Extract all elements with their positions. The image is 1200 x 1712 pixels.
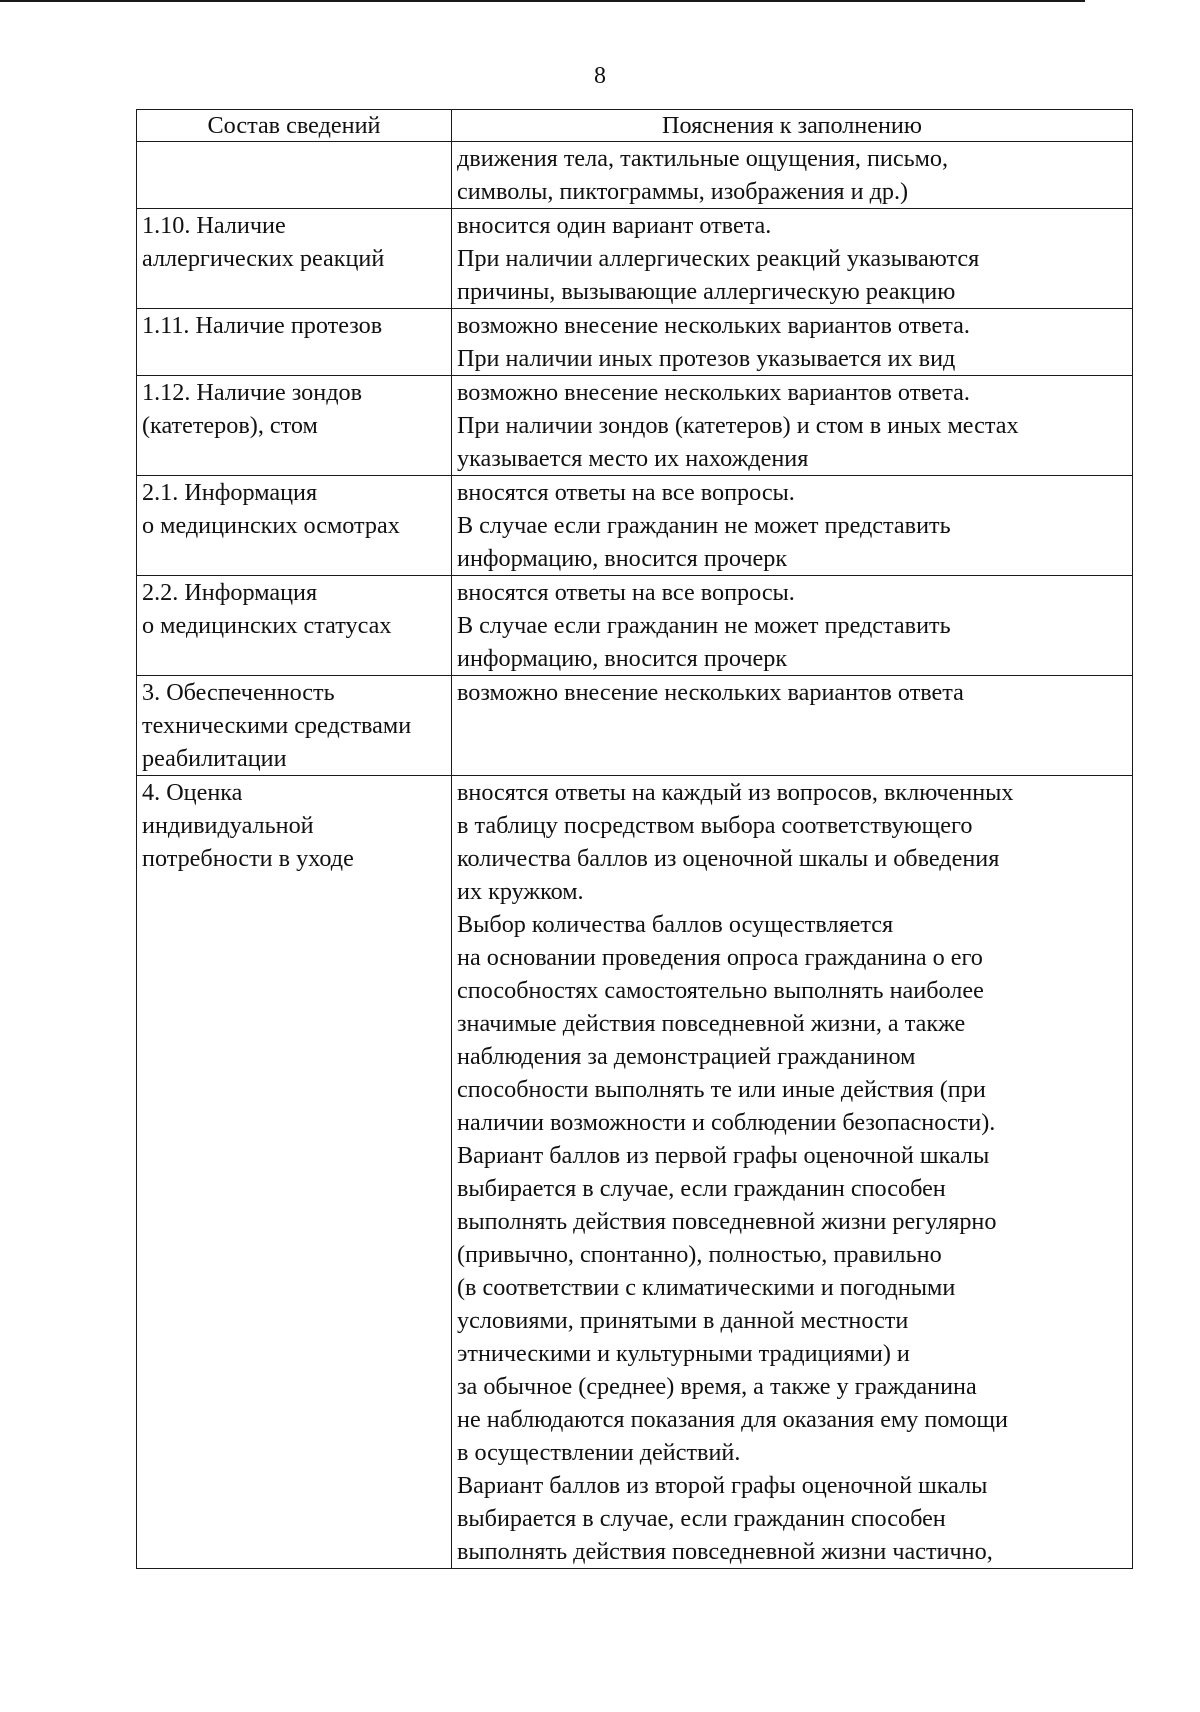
row-item: 2.1. Информация о медицинских осмотрах (137, 476, 452, 576)
instructions-table (136, 109, 1133, 1569)
table-row (137, 776, 1133, 1569)
row-item: 1.11. Наличие протезов (137, 309, 452, 376)
table-row (137, 576, 1133, 676)
row-item: 1.10. Наличие аллергических реакций (137, 209, 452, 309)
table-row (137, 676, 1133, 776)
table-row (137, 376, 1133, 476)
table-row (137, 476, 1133, 576)
row-item: 1.12. Наличие зондов (катетеров), стом (137, 376, 452, 476)
table-header-row (137, 110, 1133, 142)
row-item: 2.2. Информация о медицинских статусах (137, 576, 452, 676)
row-item: 4. Оценка индивидуальной потребности в уходе (137, 776, 452, 1569)
row-explanation: вносятся ответы на все вопросы. В случае если гражданин не может представить информацию, вносится прочерк (452, 576, 1133, 676)
row-item: 3. Обеспеченность техническими средствами реабилитации (137, 676, 452, 776)
table-row (137, 209, 1133, 309)
row-explanation: вносится один вариант ответа. При наличии аллергических реакций указываются причины, вызывающие аллергическую реакцию (452, 209, 1133, 309)
row-explanation: вносятся ответы на все вопросы. В случае если гражданин не может представить информацию, вносится прочерк (452, 476, 1133, 576)
row-explanation: движения тела, тактильные ощущения, письмо, символы, пиктограммы, изображения и др.) (452, 142, 1133, 209)
row-explanation: возможно внесение нескольких вариантов ответа (452, 676, 1133, 776)
row-explanation: вносятся ответы на каждый из вопросов, включенных в таблицу посредством выбора соответствующего количества баллов из оценочной шкалы и обведения их кружком. Выбор количества баллов осуществляется на основании проведения опроса гражданина о его способностях самостоятельно выполнять наиболее значимые действия повседневной жизни, а также наблюдения за демонстрацией гражданином способности выполнять те или иные действия (при наличии возможности и соблюдении безопасности). Вариант баллов из первой графы оценочной шкалы выбирается в случае, если гражданин способен выполнять действия повседневной жизни регулярно (привычно, спонтанно), полностью, правильно (в соответствии с климатическими и погодными условиями, принятыми в данной местности этническими и культурными традициями) и за обычное (среднее) время, а также у гражданина не наблюдаются показания для оказания ему помощи в осуществлении действий. Вариант баллов из второй графы оценочной шкалы выбирается в случае, если гражданин способен выполнять действия повседневной жизни частично, (452, 776, 1133, 1569)
header-item: Состав сведений (137, 110, 452, 142)
row-explanation: возможно внесение нескольких вариантов ответа. При наличии иных протезов указывается их вид (452, 309, 1133, 376)
table-row (137, 309, 1133, 376)
page-number: 8 (594, 63, 606, 89)
top-scan-border (0, 0, 1085, 2)
row-explanation: возможно внесение нескольких вариантов ответа. При наличии зондов (катетеров) и стом в иных местах указывается место их нахождения (452, 376, 1133, 476)
header-explanation: Пояснения к заполнению (452, 110, 1133, 142)
row-item (137, 142, 452, 209)
table-row (137, 142, 1133, 209)
